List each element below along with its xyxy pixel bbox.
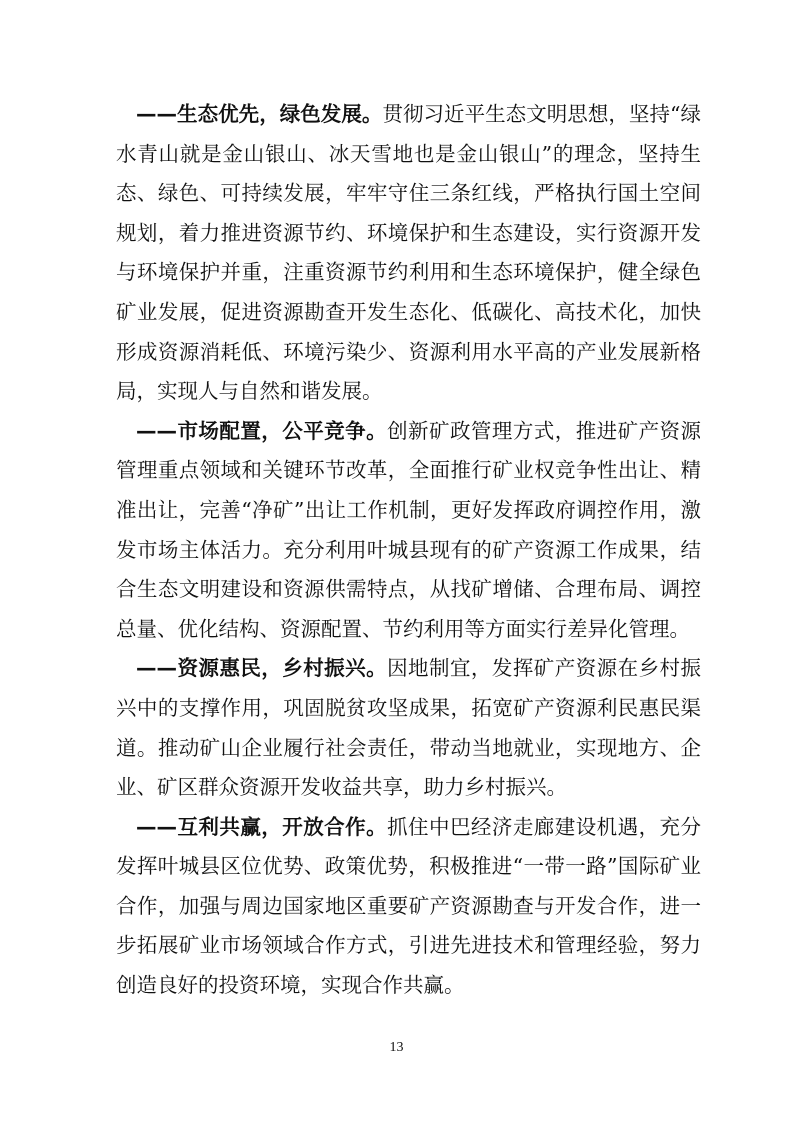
paragraph-lead: ——生态优先，绿色发展。 [136,102,383,126]
paragraph-cooperation [116,808,701,1006]
paragraph-text: 抓住中巴经济走廊建设机遇，充分发挥叶城县区位优势、政策优势，积极推进“一带一路”国际矿业合作，加强与周边国家地区重要矿产资源勘查与开发合作，进一步拓展矿业市场领域合作方式，引进先进技术和管理经验，努力创造良好的投资环境，实现合作共赢。 [116,814,702,998]
page-number: 13 [389,1040,404,1055]
paragraph-ecology [116,95,701,412]
paragraph-lead: ——互利共赢，开放合作。 [136,814,388,839]
paragraph-rural [116,649,701,807]
paragraph-lead: ——资源惠民，乡村振兴。 [136,656,388,681]
paragraph-text: 因地制宜，发挥矿产资源在乡村振兴中的支撑作用，巩固脱贫攻坚成果，拓宽矿产资源利民惠民渠道。推动矿山企业履行社会责任，带动当地就业，实现地方、企业、矿区群众资源开发收益共享，助力乡村振兴。 [116,656,702,800]
paragraph-text: 贯彻习近平生态文明思想，坚持“绿水青山就是金山银山、冰天雪地也是金山银山”的理念，坚持生态、绿色、可持续发展，牢牢守住三条红线，严格执行国土空间规划，着力推进资源节约、环境保护和生态建设，实行资源开发与环境保护并重，注重资源节约利用和生态环境保护，健全绿色矿业发展，促进资源勘查开发生态化、低碳化、高技术化，加快形成资源消耗低、环境污染少、资源利用水平高的产业发展新格局，实现人与自然和谐发展。 [116,102,702,404]
paragraph-market [116,412,701,650]
document-body [116,95,701,1006]
paragraph-text: 创新矿政管理方式，推进矿产资源管理重点领域和关键环节改革，全面推行矿业权竞争性出让、精准出让，完善“净矿”出让工作机制，更好发挥政府调控作用，激发市场主体活力。充分利用叶城县现有的矿产资源工作成果，结合生态文明建设和资源供需特点，从找矿增储、合理布局、调控总量、优化结构、资源配置、节约利用等方面实行差异化管理。 [116,418,702,641]
paragraph-lead: ——市场配置，公平竞争。 [136,418,388,443]
